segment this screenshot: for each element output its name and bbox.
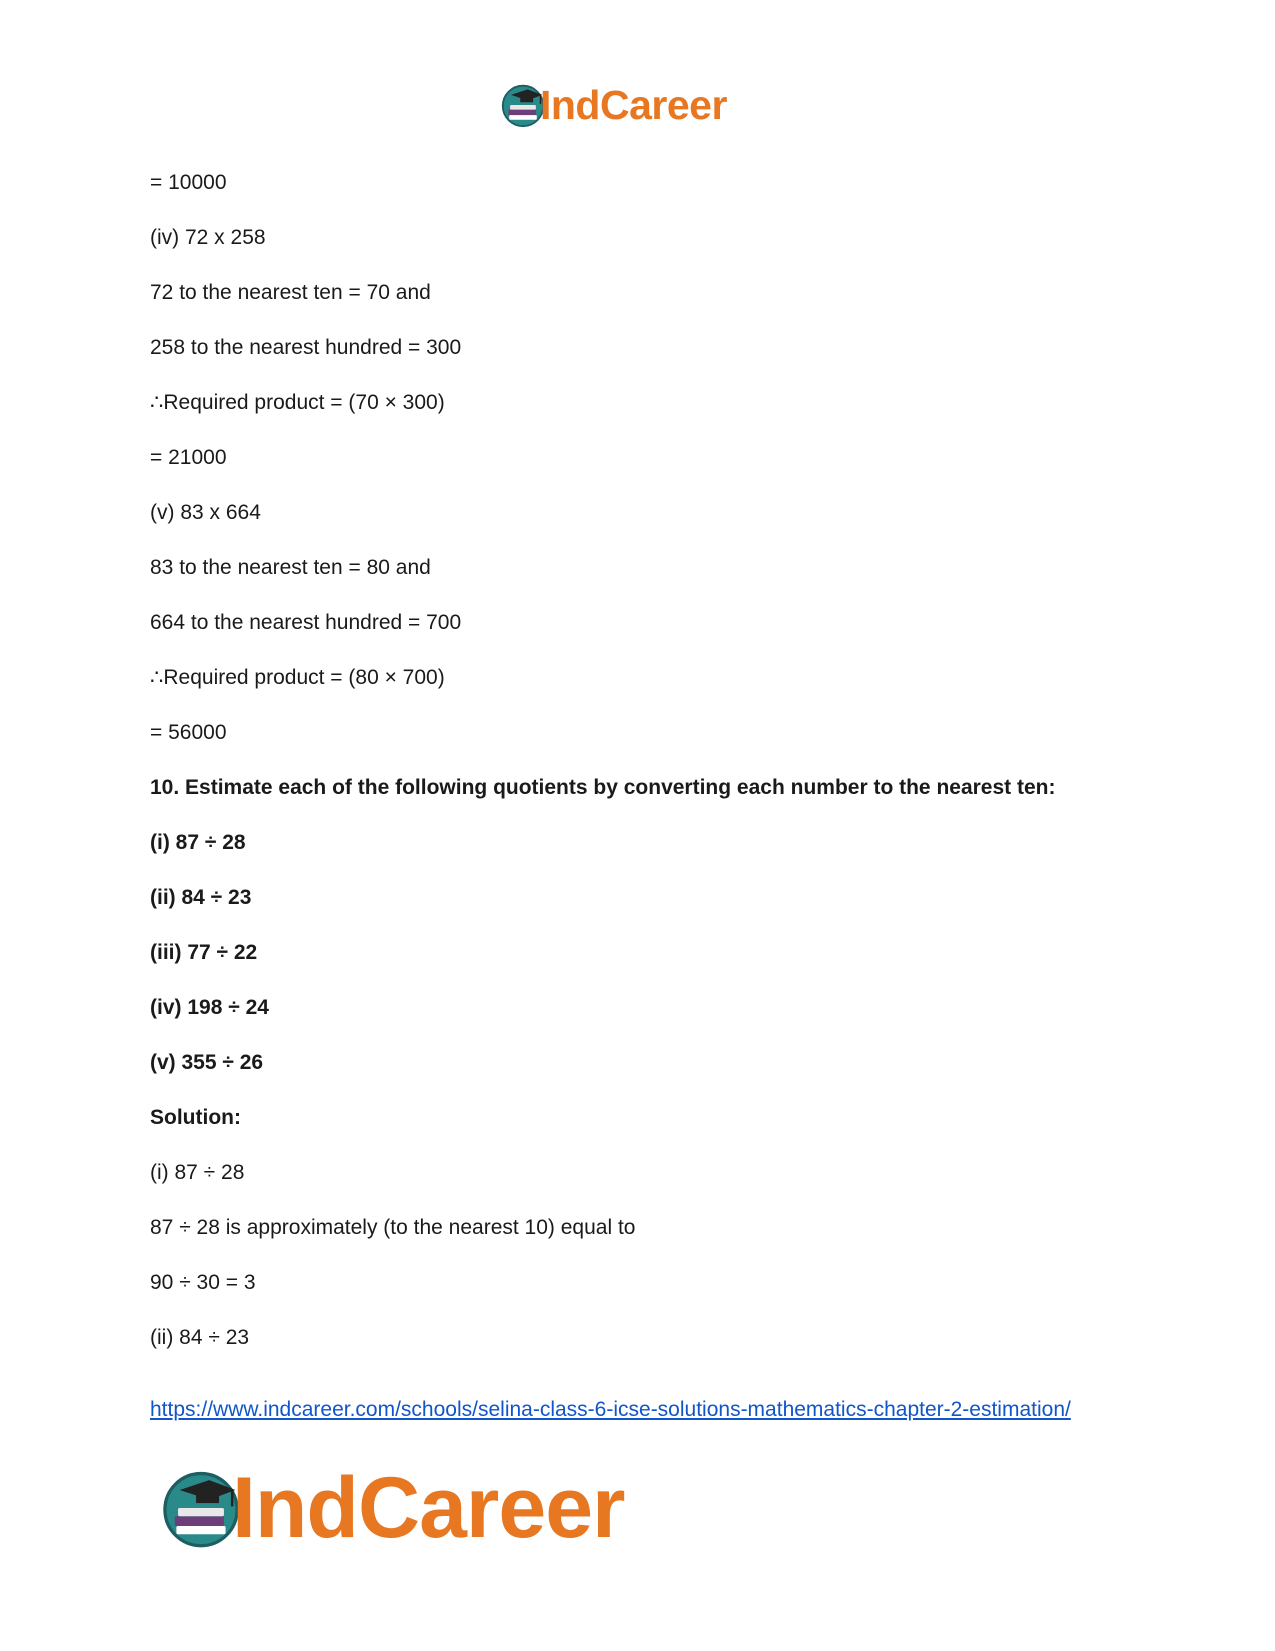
solution-line: 90 ÷ 30 = 3: [150, 1271, 256, 1294]
text-line: ∴Required product = (80 × 700): [150, 666, 445, 689]
question-part: (i) 87 ÷ 28: [150, 831, 246, 854]
text-line: = 56000: [150, 721, 227, 744]
document-body: [150, 168, 1140, 1353]
question-part: (v) 355 ÷ 26: [150, 1051, 264, 1074]
solution-line: (i) 87 ÷ 28: [150, 1161, 245, 1184]
text-line: 664 to the nearest hundred = 700: [150, 611, 462, 634]
solution-heading: Solution:: [150, 1106, 241, 1129]
text-line: = 21000: [150, 446, 227, 469]
question-part: (ii) 84 ÷ 23: [150, 886, 252, 909]
solution-line: 87 ÷ 28 is approximately (to the nearest 10) equal to: [150, 1216, 636, 1239]
question-part: (iv) 198 ÷ 24: [150, 996, 269, 1019]
text-line: (iv) 72 x 258: [150, 226, 266, 249]
brand-name: IndCareer: [232, 1460, 625, 1556]
text-line: (v) 83 x 664: [150, 501, 261, 524]
brand-name: IndCareer: [540, 81, 727, 128]
solution-line: (ii) 84 ÷ 23: [150, 1326, 250, 1349]
text-line: 83 to the nearest ten = 80 and: [150, 556, 431, 579]
text-line: 258 to the nearest hundred = 300: [150, 336, 462, 359]
question-part: (iii) 77 ÷ 22: [150, 941, 258, 964]
source-url-link[interactable]: https://www.indcareer.com/schools/selina-class-6-icse-solutions-mathematics-chapter-2-estimation/: [150, 1398, 1071, 1421]
text-line: 72 to the nearest ten = 70 and: [150, 281, 431, 304]
header-logo: [500, 80, 770, 130]
question-heading: 10. Estimate each of the following quotients by converting each number to the nearest ten:: [150, 776, 1056, 799]
graduation-cap-books-icon: [160, 1467, 242, 1549]
text-line: = 10000: [150, 171, 227, 194]
footer-logo: [160, 1458, 700, 1558]
text-line: ∴Required product = (70 × 300): [150, 391, 445, 414]
